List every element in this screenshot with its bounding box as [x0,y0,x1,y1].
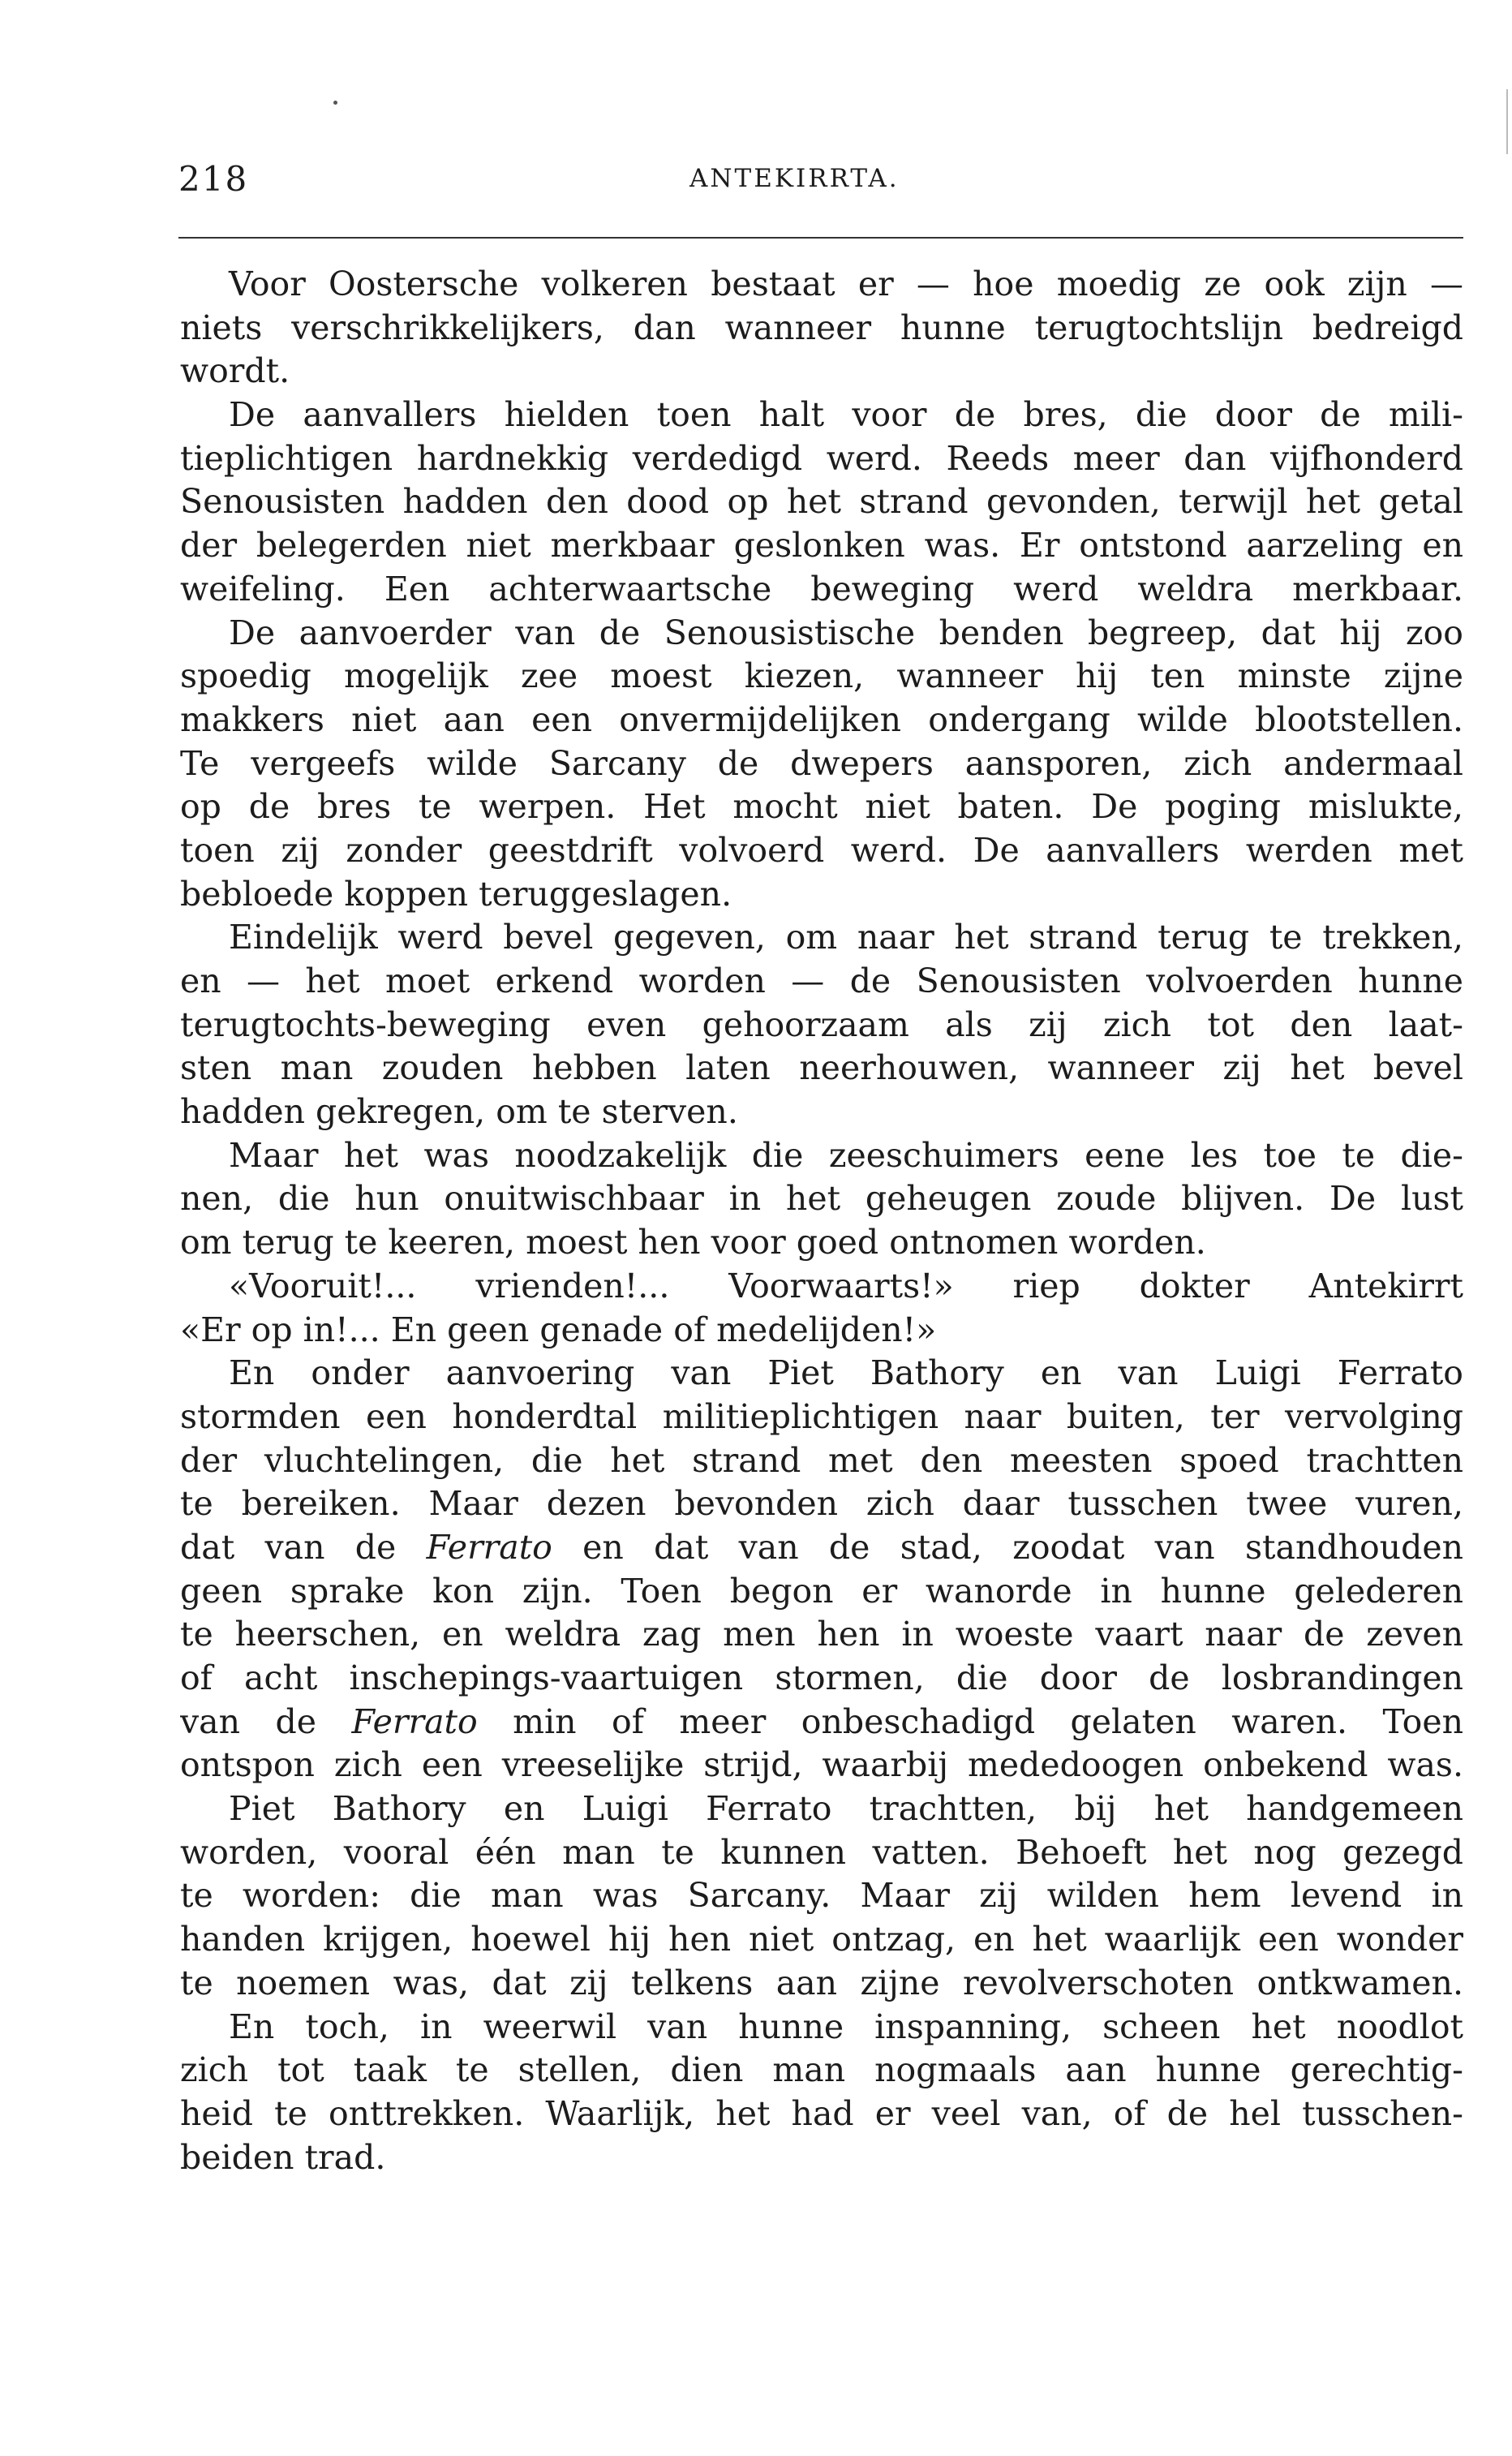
text-line: «Er op in!... En geen genade of medelijden!» [180,1310,937,1349]
running-title: ANTEKIRRTA. [689,164,900,193]
text-line: om terug te keeren, moest hen voor goed ontnomen worden. [180,1223,1206,1262]
print-speck [333,101,337,105]
text-line: zich tot taak te stellen, dien man nogmaals aan hunne gerechtig- [180,2050,1463,2090]
text-line: terugtochts-beweging even gehoorzaam als zij zich tot den laat- [180,1004,1463,1044]
header-rule [178,237,1463,239]
text-line: beiden trad. [180,2137,386,2177]
text-line: weifeling. Een achterwaartsche beweging werd weldra merkbaar. [180,569,1463,609]
text-line: of acht inschepings-vaartuigen stormen, die door de losbrandingen [180,1658,1463,1697]
text-line: nen, die hun onuitwischbaar in het geheugen zoude blijven. De lust [180,1179,1463,1219]
text-line: toen zij zonder geestdrift volvoerd werd. De aanvallers werden met [180,830,1463,870]
text-line: niets verschrikkelijkers, dan wanneer hunne terugtochtslijn bedreigd [180,308,1463,347]
running-head [178,159,1463,208]
ship-name: Ferrato [426,1527,552,1567]
text-line: hadden gekregen, om te sterven. [180,1092,738,1132]
text-line: en — het moet erkend worden — de Senousisten volvoerden hunne [180,961,1463,1000]
text-line: geen sprake kon zijn. Toen begon er wanorde in hunne gelederen [180,1571,1463,1611]
text-line: tieplichtigen hardnekkig verdedigd werd. Reeds meer dan vijfhonderd [180,438,1463,478]
text-line: worden, vooral één man te kunnen vatten. Behoeft het nog gezegd [180,1832,1463,1872]
text-line: «Vooruit!... vrienden!... Voorwaarts!» riep dokter Antekirrt [229,1266,1463,1305]
text-line: Maar het was noodzakelijk die zeeschuimers eene les toe te die- [229,1135,1463,1175]
text-line: De aanvoerder van de Senousistische benden begreep, dat hij zoo [229,613,1463,652]
text-line: te heerschen, en weldra zag men hen in woeste vaart naar de zeven [180,1615,1463,1654]
text-line: ontspon zich een vreeselijke strijd, waarbij mededoogen onbekend was. [180,1745,1463,1785]
text-line: te bereiken. Maar dezen bevonden zich daar tusschen twee vuren, [180,1484,1463,1524]
text-line: bebloede koppen teruggeslagen. [180,874,732,914]
text-line: En toch, in weerwil van hunne inspanning, scheen het noodlot [229,2007,1463,2046]
text-line: spoedig mogelijk zee moest kiezen, wanneer hij ten minste zijne [180,656,1463,696]
text-line: handen krijgen, hoewel hij hen niet ontzag, en het waarlijk een wonder [180,1920,1463,1959]
text-line: op de bres te werpen. Het mocht niet baten. De poging mislukte, [180,787,1463,827]
text-line: Eindelijk werd bevel gegeven, om naar het strand terug te trekken, [229,918,1463,957]
text-line: te noemen was, dat zij telkens aan zijne revolverschoten ontkwamen. [180,1963,1463,2002]
text-line: dat van de Ferrato en dat van de stad, zoodat van standhouden [180,1527,1463,1567]
page-edge-mark [1506,89,1508,154]
page-number: 218 [178,159,249,199]
text-line: der vluchtelingen, die het strand met den meesten spoed trachtten [180,1440,1463,1480]
ship-name: Ferrato [351,1701,478,1741]
text-line: makkers niet aan een onvermijdelijken ondergang wilde blootstellen. [180,699,1463,739]
text-line: En onder aanvoering van Piet Bathory en van Luigi Ferrato [229,1353,1463,1393]
text-line: van de Ferrato min of meer onbeschadigd gelaten waren. Toen [180,1701,1463,1741]
text-line: Piet Bathory en Luigi Ferrato trachtten, bij het handgemeen [229,1789,1463,1829]
text-line: sten man zouden hebben laten neerhouwen, wanneer zij het bevel [180,1048,1463,1088]
body-text [180,263,1463,2179]
text-line: Voor Oostersche volkeren bestaat er — hoe moedig ze ook zijn — [229,265,1463,303]
text-line: der belegerden niet merkbaar geslonken was. Er ontstond aarzeling en [180,526,1463,566]
text-line: Te vergeefs wilde Sarcany de dwepers aansporen, zich andermaal [180,743,1463,783]
text-line: wordt. [180,351,290,391]
text-line: heid te onttrekken. Waarlijk, het had er veel van, of de hel tusschen- [180,2093,1463,2133]
text-line: De aanvallers hielden toen halt voor de bres, die door de mili- [229,395,1463,435]
text-line: te worden: die man was Sarcany. Maar zij wilden hem levend in [180,1876,1463,1916]
text-line: Senousisten hadden den dood op het strand gevonden, terwijl het getal [180,482,1463,522]
text-line: stormden een honderdtal militieplichtigen naar buiten, ter vervolging [180,1396,1463,1436]
